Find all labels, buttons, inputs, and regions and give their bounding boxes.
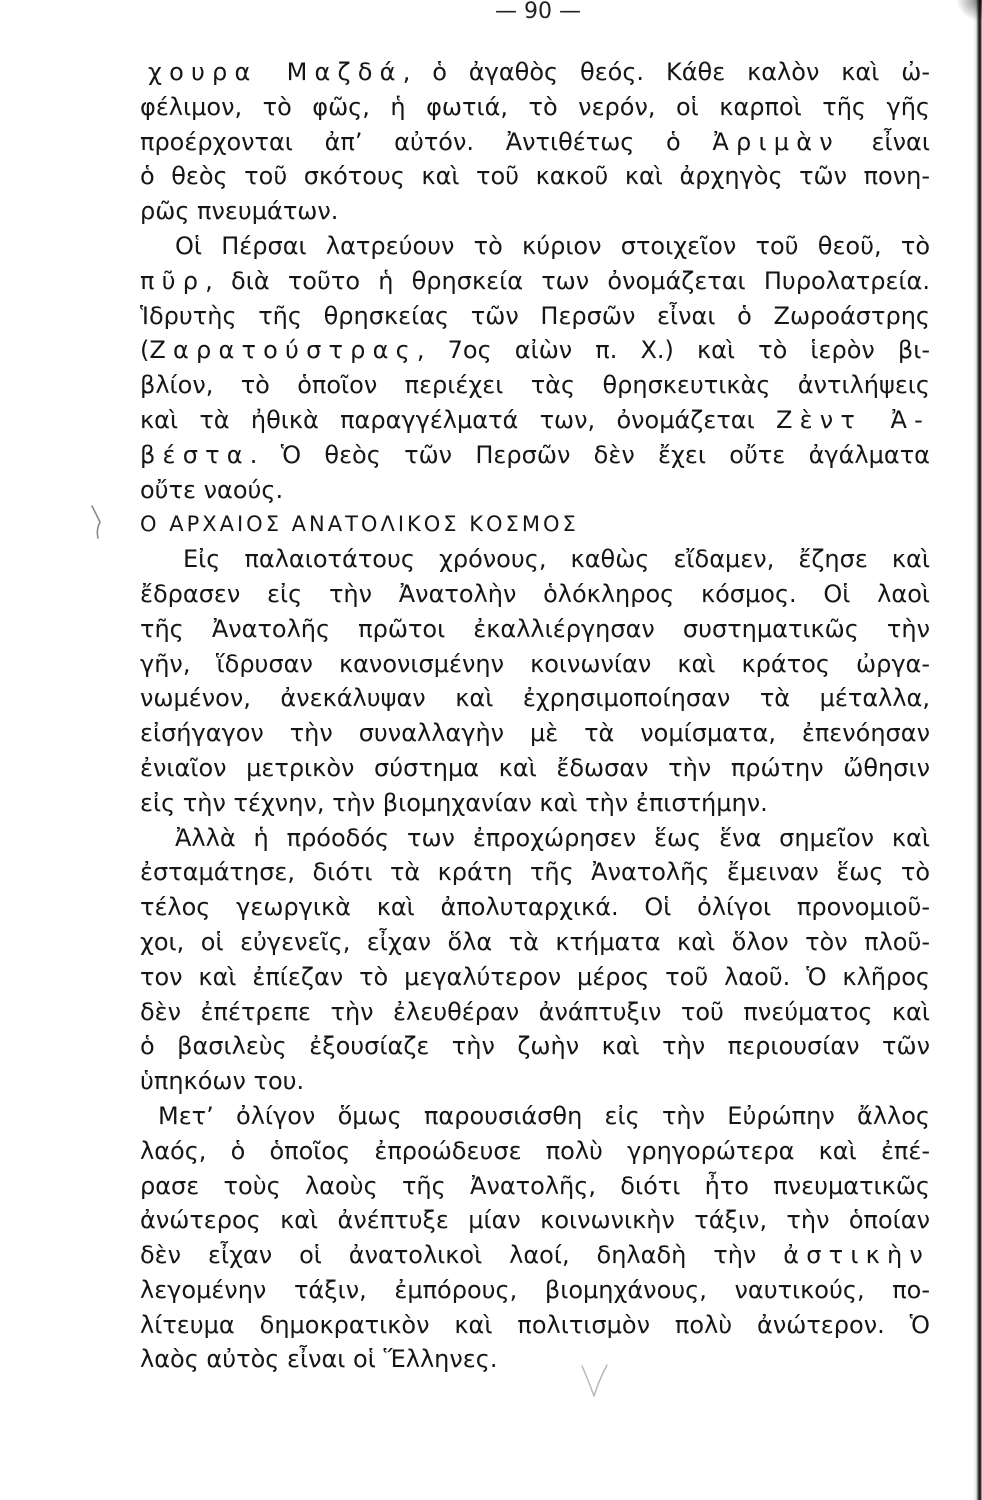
text-segment: , 7ος αἰὼν π. Χ.) καὶ τὸ ἱερὸν βι- [416, 336, 930, 365]
text-segment: . Ὁ θεὸς τῶν Περσῶν δὲν ἔχει οὔτε ἀγάλματα [249, 440, 930, 469]
text-line: ὁ θεὸς τοῦ σκότους καὶ τοῦ κακοῦ καὶ ἀρχηγὸς τῶν πονη- [140, 162, 930, 191]
text-line: λεγομένην τάξιν, ἐμπόρους, βιομηχάνους, ναυτικούς, πο- [140, 1275, 930, 1304]
text-line: Ἀλλὰ ἡ πρόοδός των ἐπροχώρησεν ἕως ἕνα σημεῖον καὶ [175, 823, 930, 852]
text-line: εἰς τὴν τέχνην, τὴν βιομηχανίαν καὶ τὴν ἐπιστήμην. [140, 788, 768, 817]
pencil-mark [574, 1360, 614, 1402]
paragraph-greeks [140, 1099, 930, 1377]
text-line: ὁ βασιλεὺς ἐξουσίαζε τὴν ζωὴν καὶ τὴν περιουσίαν τῶν [140, 1032, 930, 1061]
text-segment: καὶ τὰ ἠθικὰ παραγγέλματά των, ὀνομάζεται [140, 405, 776, 434]
pencil-mark [84, 500, 114, 544]
spaced-emphasis: Ζαρατούστρας [149, 336, 417, 365]
spaced-emphasis: βέστα [140, 440, 250, 469]
text-line [140, 264, 930, 299]
text-line: ὑπηκόων του. [140, 1067, 305, 1096]
text-line [140, 403, 930, 438]
text-segment: , ὁ ἀγαθὸς θεός. Κάθε καλὸν καὶ ὠ- [402, 58, 930, 86]
paragraph-continued [140, 55, 930, 229]
page-text [140, 55, 930, 1377]
text-line: ἔδρασεν εἰς τὴν Ἀνατολὴν ὁλόκληρος κόσμος. Οἱ λαοὶ [140, 579, 930, 608]
text-line: νωμένον, ἀνεκάλυψαν καὶ ἐχρησιμοποίησαν τὰ μέταλλα, [140, 684, 930, 713]
text-line: ἐσταμάτησε, διότι τὰ κράτη τῆς Ἀνατολῆς ἔμειναν ἕως τὸ [140, 858, 930, 887]
text-line: Εἰς παλαιοτάτους χρόνους, καθὼς εἴδαμεν, ἔζησε καὶ [183, 545, 930, 574]
text-line: τῆς Ἀνατολῆς πρῶτοι ἐκαλλιέργησαν συστηματικῶς τὴν [140, 614, 930, 643]
text-segment: προέρχονται ἀπ’ αὐτόν. Ἀντιθέτως ὁ [140, 127, 713, 156]
text-line: τέλος γεωργικὰ καὶ ἀπολυταρχικά. Οἱ ὀλίγοι προνομιοῦ- [140, 893, 930, 922]
text-line [140, 125, 930, 160]
page-number: — 90 — [495, 0, 581, 24]
text-line: Οἱ Πέρσαι λατρεύουν τὸ κύριον στοιχεῖον τοῦ θεοῦ, τὸ [175, 231, 930, 260]
text-line: λίτευμα δημοκρατικὸν καὶ πολιτισμὸν πολὺ ἀνώτερον. Ὁ [140, 1310, 930, 1339]
text-line: φέλιμον, τὸ φῶς, ἡ φωτιά, τὸ νερόν, οἱ καρποὶ τῆς γῆς [140, 92, 930, 121]
page-edge-shadow [973, 0, 982, 1500]
text-line [140, 55, 930, 90]
paragraph-persians [140, 229, 930, 507]
text-line: ἀνώτερος καὶ ἀνέπτυξε μίαν κοινωνικὴν τάξιν, τὴν ὁποίαν [140, 1206, 930, 1235]
text-line: Μετ’ ὀλίγον ὅμως παρουσιάσθη εἰς τὴν Εὐρώπην ἄλλος [158, 1101, 930, 1130]
text-line: εἰσήγαγον τὴν συναλλαγὴν μὲ τὰ νομίσματα, ἐπενόησαν [140, 719, 930, 748]
text-line [140, 1238, 930, 1273]
text-line: βλίον, τὸ ὁποῖον περιέχει τὰς θρησκευτικὰς ἀντιλήψεις [140, 371, 930, 400]
spaced-emphasis: χουρα Μαζδά [148, 58, 403, 86]
text-line: ρῶς πνευμάτων. [140, 197, 339, 226]
corner-smudge [956, 0, 982, 22]
text-line: τον καὶ ἐπίεζαν τὸ μεγαλύτερον μέρος τοῦ λαοῦ. Ὁ κλῆρος [140, 962, 930, 991]
text-line: χοι, οἱ εὐγενεῖς, εἶχαν ὅλα τὰ κτήματα καὶ ὅλον τὸν πλοῦ- [140, 927, 930, 956]
paragraph-ancient-east [140, 542, 930, 820]
spaced-emphasis: πῦρ [140, 266, 206, 295]
text-line: γῆν, ἵδρυσαν κανονισμένην κοινωνίαν καὶ κράτος ὠργα- [140, 649, 930, 678]
text-line [140, 438, 930, 473]
spaced-emphasis: ἀστικὴν [783, 1241, 930, 1270]
text-segment: δὲν εἶχαν οἱ ἀνατολικοὶ λαοί, δηλαδὴ τὴν [140, 1241, 784, 1270]
section-heading: Ο ΑΡΧΑΙΟΣ ΑΝΑΤΟΛΙΚΟΣ ΚΟΣΜΟΣ [140, 512, 579, 537]
text-line: Ἱδρυτὴς τῆς θρησκείας τῶν Περσῶν εἶναι ὁ Ζωροάστρης [140, 301, 930, 330]
text-line: λαός, ὁ ὁποῖος ἐπροώδευσε πολὺ γρηγορώτερα καὶ ἐπέ- [140, 1136, 930, 1165]
text-line: ἐνιαῖον μετρικὸν σύστημα καὶ ἔδωσαν τὴν πρώτην ὤθησιν [140, 753, 930, 782]
text-line: οὔτε ναούς. [140, 475, 284, 504]
text-line: ρασε τοὺς λαοὺς τῆς Ἀνατολῆς, διότι ἦτο πνευματικῶς [140, 1171, 930, 1200]
text-segment: ( [140, 336, 150, 365]
text-line: λαὸς αὐτὸς εἶναι οἱ Ἕλληνες. [140, 1345, 498, 1374]
spaced-emphasis: Ἀριμὰν [712, 127, 840, 156]
text-segment: , διὰ τοῦτο ἡ θρησκεία των ὀνομάζεται Πυρολατρεία. [205, 266, 930, 295]
spaced-emphasis: Ζὲντ Ἀ- [775, 405, 930, 434]
text-line [140, 333, 930, 368]
text-segment: εἶναι [839, 127, 930, 156]
paragraph-progress [140, 821, 930, 1099]
text-line: δὲν ἐπέτρεπε τὴν ἐλευθέραν ἀνάπτυξιν τοῦ πνεύματος καὶ [140, 997, 930, 1026]
